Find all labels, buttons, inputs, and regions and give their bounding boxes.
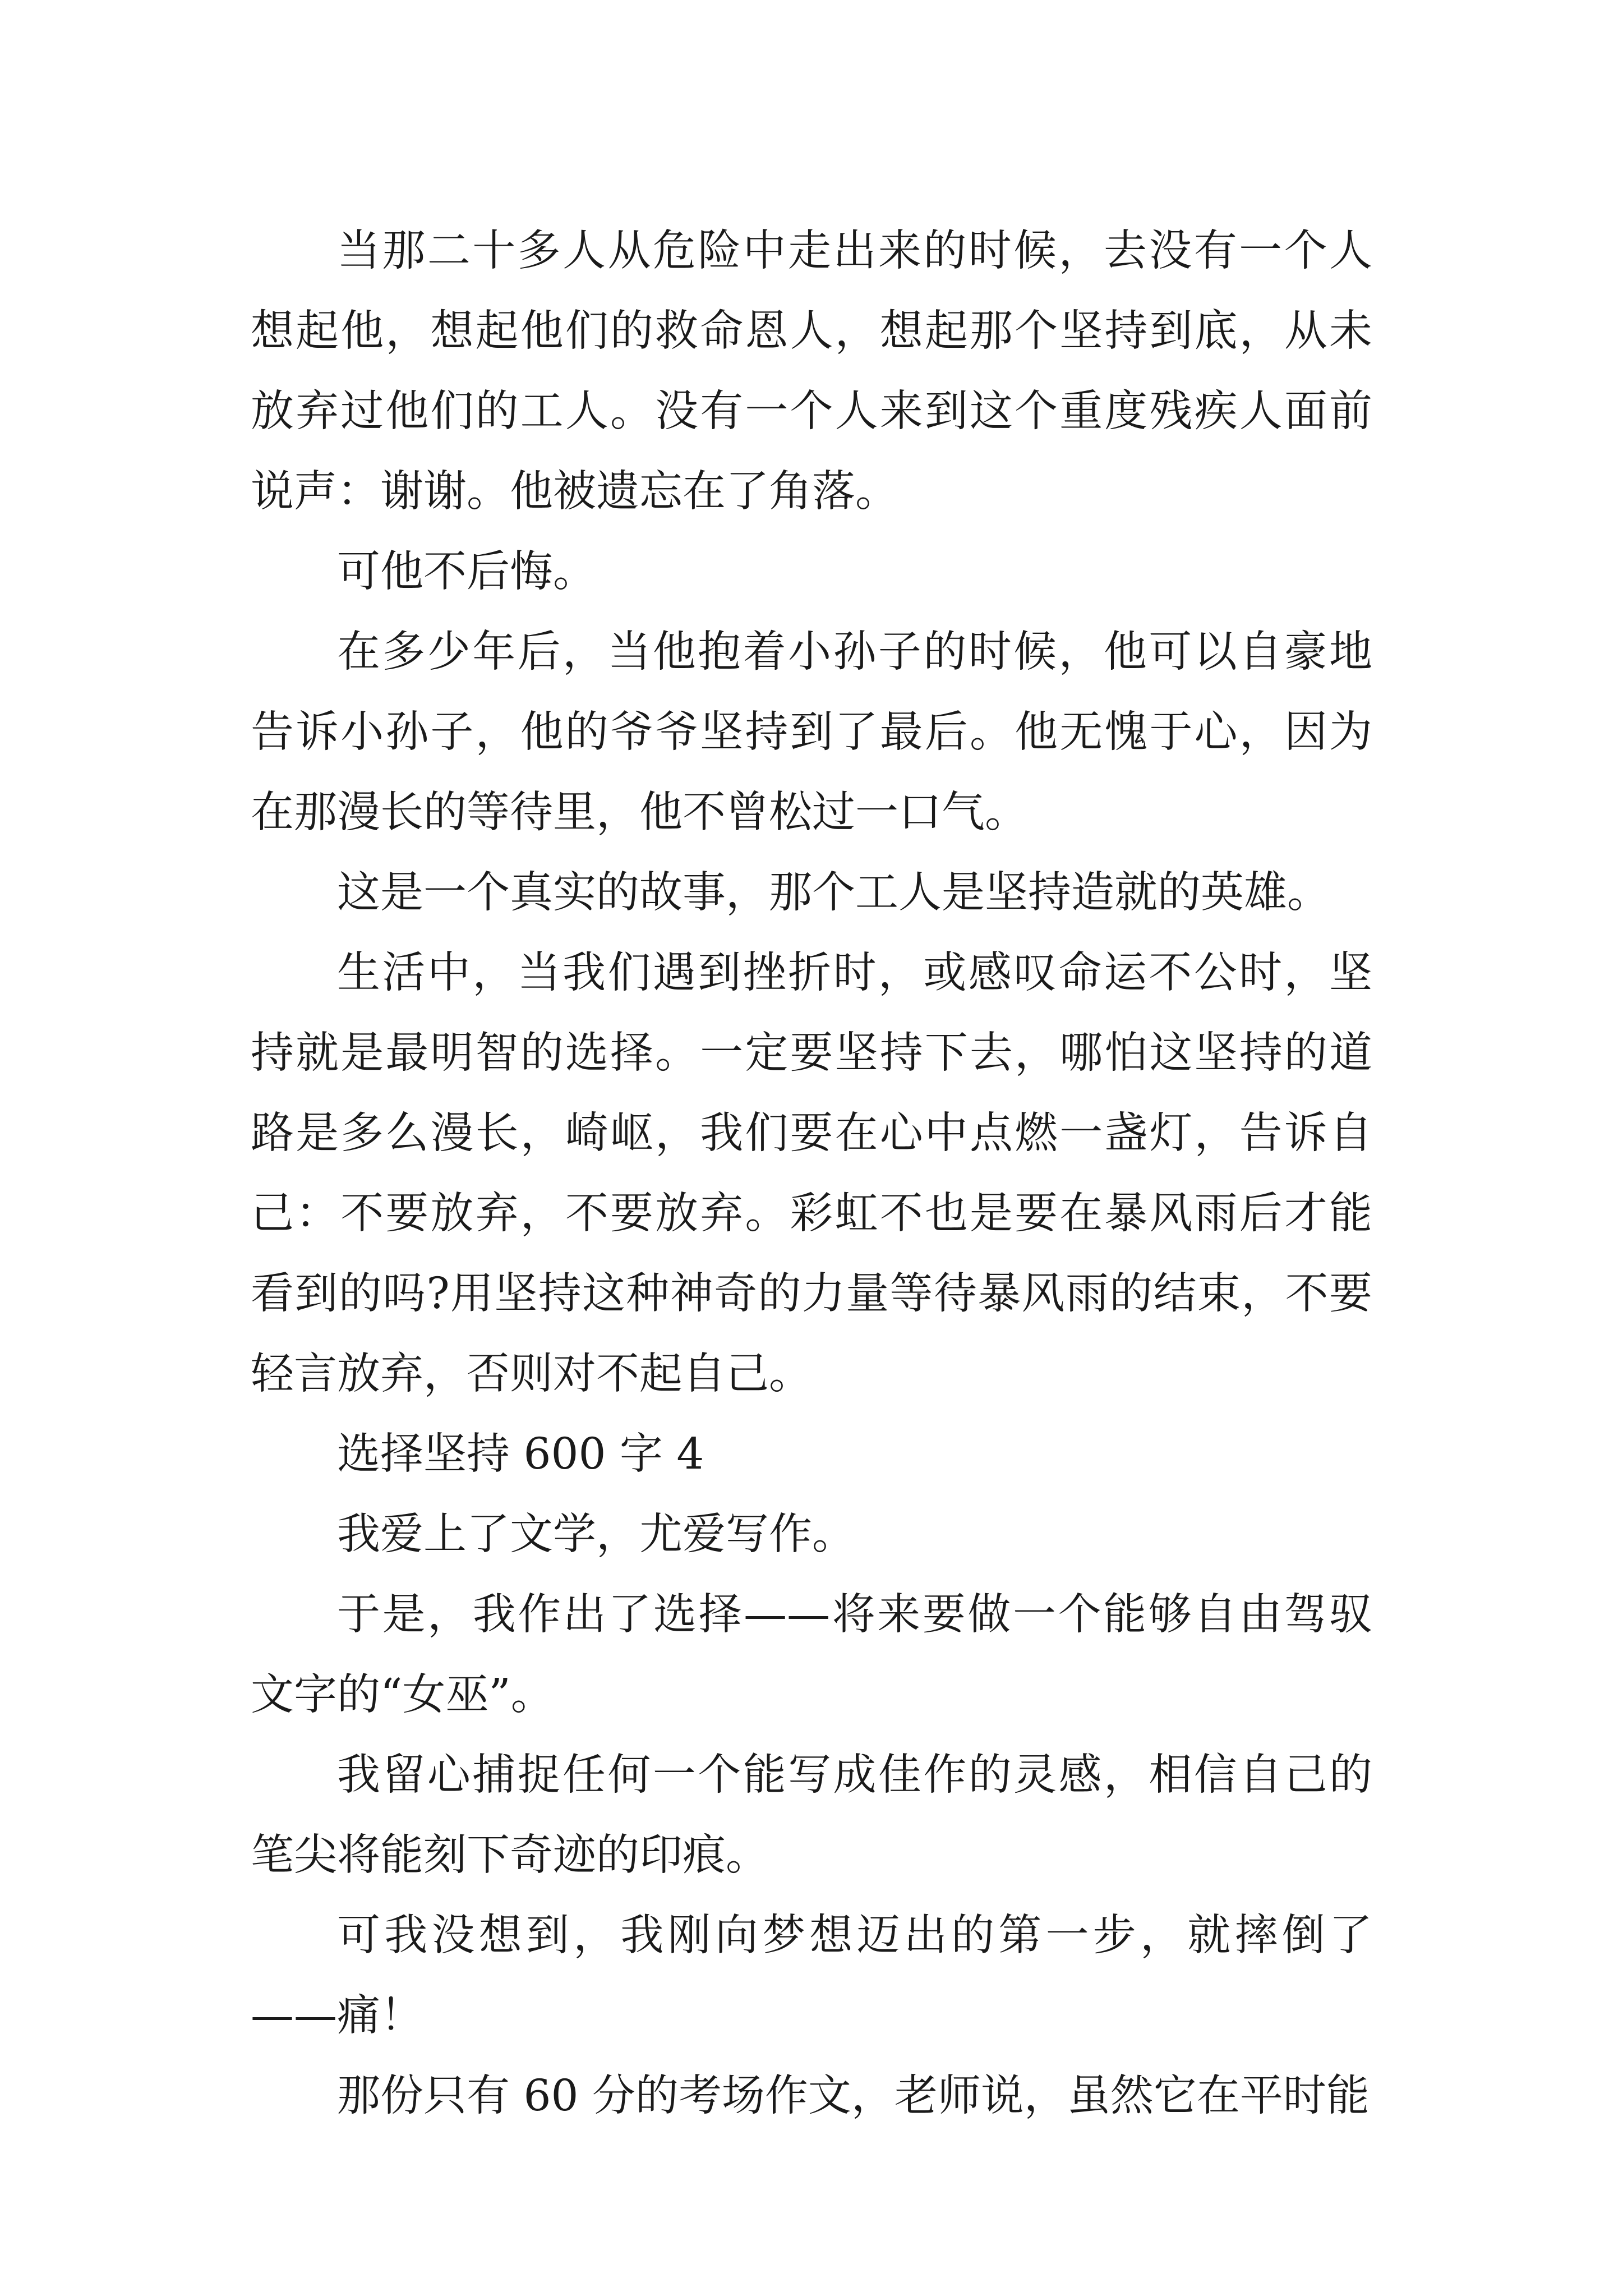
paragraph-8: 我留心捕捉任何一个能写成佳作的灵感，相信自己的笔尖将能刻下奇迹的印痕。 bbox=[251, 1750, 1372, 1880]
document-page bbox=[251, 211, 1372, 2136]
paragraph-3: 在多少年后，当他抱着小孙子的时候，他可以自豪地告诉小孙子，他的爷爷坚持到了最后。他无愧于心，因为在那漫长的等待里，他不曾松过一口气。 bbox=[251, 627, 1372, 838]
section-heading: 选择坚持 600 字 4 bbox=[337, 1429, 704, 1479]
paragraph-4: 这是一个真实的故事，那个工人是坚持造就的英雄。 bbox=[337, 868, 1330, 918]
paragraph-5: 生活中，当我们遇到挫折时，或感叹命运不公时，坚持就是最明智的选择。一定要坚持下去，哪怕这坚持的道路是多么漫长，崎岖，我们要在心中点燃一盏灯，告诉自己：不要放弃，不要放弃。彩虹不也是要在暴风雨后才能看到的吗?用坚持这种神奇的力量等待暴风雨的结束，不要轻言放弃，否则对不起自己。 bbox=[251, 948, 1372, 1399]
paragraph-1: 当那二十多人从危险中走出来的时候，去没有一个人想起他，想起他们的救命恩人，想起那个坚持到底，从未放弃过他们的工人。没有一个人来到这个重度残疾人面前说声：谢谢。他被遗忘在了角落。 bbox=[251, 226, 1372, 517]
paragraph-9: 可我没想到，我刚向梦想迈出的第一步，就摔倒了——痛！ bbox=[251, 1911, 1372, 2041]
paragraph-6: 我爱上了文学，尤爱写作。 bbox=[337, 1510, 855, 1559]
paragraph-10: 那份只有 60 分的考场作文，老师说，虽然它在平时能 bbox=[337, 2071, 1370, 2121]
paragraph-7: 于是，我作出了选择——将来要做一个能够自由驾驭文字的“女巫”。 bbox=[251, 1590, 1372, 1720]
paragraph-2: 可他不后悔。 bbox=[337, 547, 596, 597]
